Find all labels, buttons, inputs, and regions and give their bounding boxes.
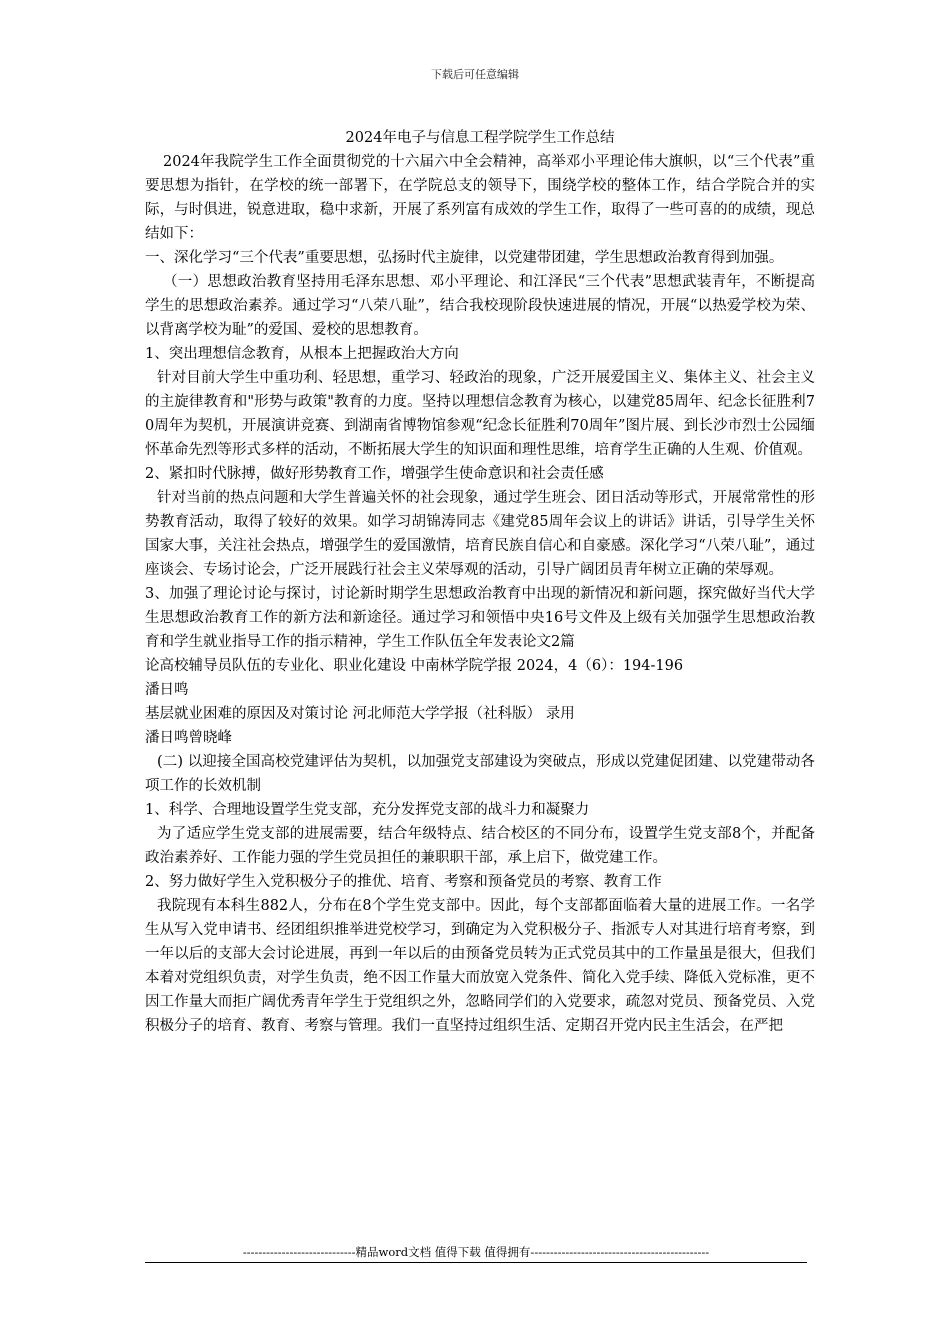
heading-item-2-1: 1、科学、合理地设置学生党支部，充分发挥党支部的战斗力和凝聚力 xyxy=(145,802,590,818)
heading-subsection-1: （一）思想政治教育坚持用毛泽东思想、邓小平理论、和江泽民“三个代表”思想武装青年，不断提高学生的思想政治素养。通过学习“八荣八耻”，结合我校现阶段快速进展的情况，开展“以热爱学校为荣、以背离学校为耻”的爱国、爱校的思想教育。 xyxy=(145,274,815,338)
header-note: 下载后可任意编辑 xyxy=(431,68,519,81)
heading-section-1: 一、深化学习“三个代表”重要思想，弘扬时代主旋律，以党建带团建，学生思想政治教育得到加强。 xyxy=(145,250,784,266)
footer-divider xyxy=(145,1262,807,1263)
paragraph-item-1: 针对目前大学生中重功利、轻思想，重学习、轻政治的现象，广泛开展爱国主义、集体主义、社会主义的主旋律教育和"形势与政策"教育的力度。坚持以理想信念教育为核心，以建党85周年、纪念长征胜利70周年为契机，开展演讲竞赛、到湖南省博物馆参观“纪念长征胜利70周年”图片展、到长沙市烈士公园缅怀革命先烈等形式多样的活动，不断拓展大学生的知识面和理性思维，培育学生正确的人生观、价值观。 xyxy=(145,370,815,458)
publication-1: 论高校辅导员队伍的专业化、职业化建设 中南林学院学报 2024，4（6）：194-196 xyxy=(145,658,684,674)
heading-item-2-2: 2、努力做好学生入党积极分子的推优、培育、考察和预备党员的考察、教育工作 xyxy=(145,874,662,890)
heading-subsection-2: (二) 以迎接全国高校党建评估为契机，以加强党支部建设为突破点，形成以党建促团建、以党建带动各项工作的长效机制 xyxy=(145,754,815,794)
heading-item-2: 2、紧扣时代脉搏，做好形势教育工作，增强学生使命意识和社会责任感 xyxy=(145,466,604,482)
paragraph-item-2-2: 我院现有本科生882人，分布在8个学生党支部中。因此，每个支部都面临着大量的进展工作。一名学生从写入党申请书、经团组织推举进党校学习，到确定为入党积极分子、指派专人对其进行培育考察，到一年以后的支部大会讨论进展，再到一年以后的由预备党员转为正式党员其中的工作量虽是很大，但我们本着对党组织负责，对学生负责，绝不因工作量大而放宽入党条件、简化入党手续、降低入党标准，更不因工作量大而拒广阔优秀青年学生于党组织之外，忽略同学们的入党要求，疏忽对党员、预备党员、入党积极分子的培育、教育、考察与管理。我们一直坚持过组织生活、定期召开党内民主生活会，在严把 xyxy=(145,898,815,1034)
paragraph-intro: 2024年我院学生工作全面贯彻党的十六届六中全会精神，高举邓小平理论伟大旗帜，以“三个代表”重要思想为指针，在学校的统一部署下，在学院总支的领导下，围绕学校的整体工作，结合学院合并的实际，与时俱进，锐意进取，稳中求新，开展了系列富有成效的学生工作，取得了一些可喜的的成绩，现总结如下： xyxy=(145,154,815,242)
publication-2-authors: 潘日鸣曾晓峰 xyxy=(145,730,232,746)
footer-text: -----------------------------精品word文档 值得下载 值得拥有---------------------------------------------- xyxy=(242,1245,710,1259)
publication-2: 基层就业困难的原因及对策讨论 河北师范大学学报（社科版） 录用 xyxy=(145,706,575,722)
publication-1-author: 潘日鸣 xyxy=(145,682,189,698)
heading-item-3: 3、加强了理论讨论与探讨，讨论新时期学生思想政治教育中出现的新情况和新问题，探究做好当代大学生思想政治教育工作的新方法和新途径。通过学习和领悟中央16号文件及上级有关加强学生思想政治教育和学生就业指导工作的指示精神，学生工作队伍全年发表论文2篇 xyxy=(145,586,815,650)
heading-item-1: 1、突出理想信念教育，从根本上把握政治大方向 xyxy=(145,346,459,362)
paragraph-item-2: 针对当前的热点问题和大学生普遍关怀的社会现象，通过学生班会、团日活动等形式，开展常常性的形势教育活动，取得了较好的效果。如学习胡锦涛同志《建党85周年会议上的讲话》讲话，引导学生关怀国家大事，关注社会热点，增强学生的爱国激情，培育民族自信心和自豪感。深化学习“八荣八耻”，通过座谈会、专场讨论会，广泛开展践行社会主义荣辱观的活动，引导广阔团员青年树立正确的荣辱观。 xyxy=(145,490,815,578)
paragraph-item-2-1: 为了适应学生党支部的进展需要，结合年级特点、结合校区的不同分布，设置学生党支部8个，并配备政治素养好、工作能力强的学生党员担任的兼职职干部，承上启下，做党建工作。 xyxy=(145,826,815,866)
document-title: 2024年电子与信息工程学院学生工作总结 xyxy=(345,130,615,146)
document-body xyxy=(145,126,815,1038)
